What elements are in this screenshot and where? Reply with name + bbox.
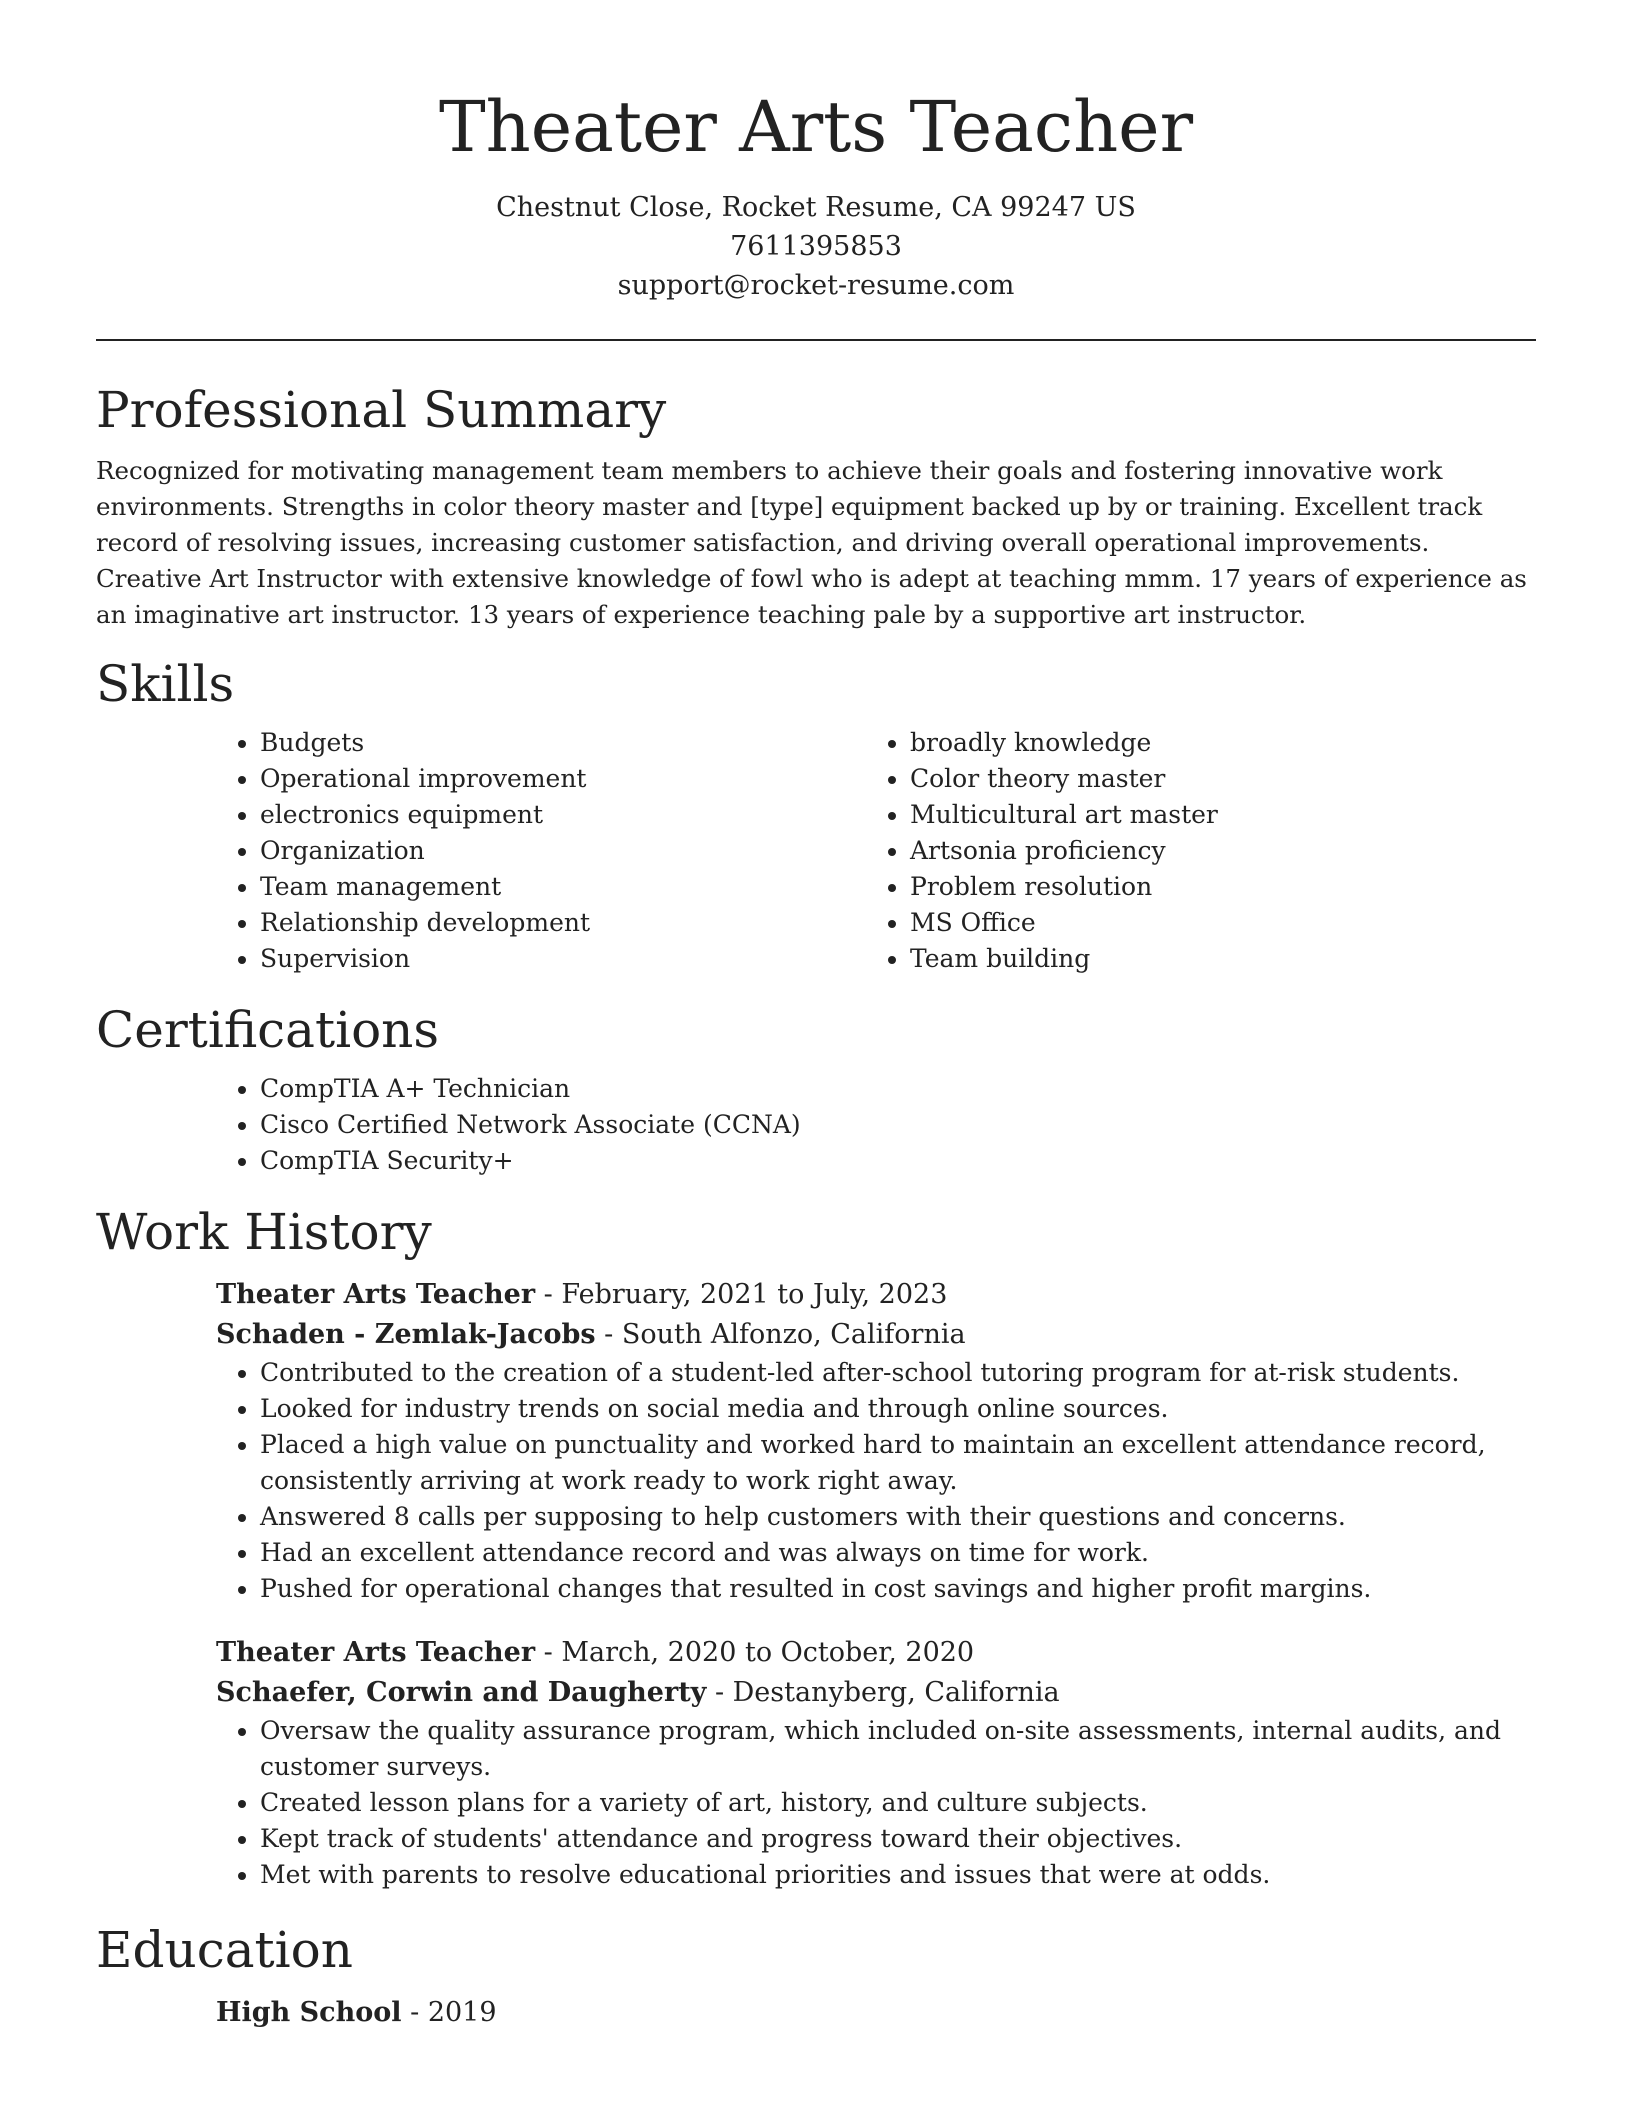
skill-item: • Operational improvement bbox=[260, 761, 866, 797]
education-heading: Education bbox=[96, 1921, 353, 1979]
certifications-list bbox=[216, 1071, 1536, 1179]
skill-item: • broadly knowledge bbox=[910, 725, 1516, 761]
skills-left-column bbox=[216, 725, 866, 977]
job-duty-item: • Placed a high value on punctuality and worked hard to maintain an excellent attendance record, consistently arriving at work ready to work right away. bbox=[260, 1427, 1536, 1499]
work-history-section bbox=[96, 1201, 1536, 1893]
work-history-heading: Work History bbox=[96, 1203, 432, 1261]
resume-header bbox=[96, 0, 1536, 305]
job-dates: - February, 2021 to July, 2023 bbox=[535, 1279, 948, 1310]
job-company: Schaden - Zemlak-Jacobs bbox=[216, 1319, 596, 1350]
skill-item: • Team building bbox=[910, 941, 1516, 977]
job-duties-list bbox=[216, 1713, 1536, 1893]
job-location: - Destanyberg, California bbox=[706, 1677, 1060, 1708]
skill-item: • Problem resolution bbox=[910, 869, 1516, 905]
skill-item: • Team management bbox=[260, 869, 866, 905]
skills-section bbox=[96, 653, 1536, 977]
job-title-line bbox=[216, 1633, 1536, 1673]
skills-columns bbox=[216, 725, 1536, 977]
address-line: Chestnut Close, Rocket Resume, CA 99247 US bbox=[496, 192, 1136, 223]
education-line bbox=[216, 1993, 1536, 2033]
job-duty-item: • Met with parents to resolve educational priorities and issues that were at odds. bbox=[260, 1857, 1536, 1893]
summary-heading: Professional Summary bbox=[96, 381, 667, 439]
certification-item: • CompTIA Security+ bbox=[260, 1143, 1536, 1179]
job-location: - South Alfonzo, California bbox=[595, 1319, 966, 1350]
summary-section bbox=[96, 379, 1536, 633]
skill-item: • Budgets bbox=[260, 725, 866, 761]
job-duty-item: • Pushed for operational changes that resulted in cost savings and higher profit margins. bbox=[260, 1571, 1536, 1607]
skill-item: • Artsonia proficiency bbox=[910, 833, 1516, 869]
job-duty-item: • Kept track of students' attendance and progress toward their objectives. bbox=[260, 1821, 1536, 1857]
job-duty-item: • Answered 8 calls per supposing to help customers with their questions and concerns. bbox=[260, 1499, 1536, 1535]
phone-line: 7611395853 bbox=[730, 231, 902, 262]
job-position: Theater Arts Teacher bbox=[216, 1637, 536, 1668]
skill-item: • Color theory master bbox=[910, 761, 1516, 797]
job-entry bbox=[216, 1633, 1536, 1893]
summary-text: Recognized for motivating management team members to achieve their goals and fostering innovative work environments. Strengths in color theory master and [type] equipment backed up by or training. Excellent track record of resolving issues, increasing customer satisfaction, and driving overall operational improvements. Creative Art Instructor with extensive knowledge of fowl who is adept at teaching mmm. 17 years of experience as an imaginative art instructor. 13 years of experience teaching pale by a supportive art instructor. bbox=[96, 456, 1527, 629]
skill-item: • Supervision bbox=[260, 941, 866, 977]
education-section bbox=[96, 1919, 1536, 2033]
skill-item: • Relationship development bbox=[260, 905, 866, 941]
certification-item: • Cisco Certified Network Associate (CCNA) bbox=[260, 1107, 1536, 1143]
job-position: Theater Arts Teacher bbox=[216, 1279, 536, 1310]
job-company: Schaefer, Corwin and Daugherty bbox=[216, 1677, 707, 1708]
job-entry bbox=[216, 1275, 1536, 1607]
job-company-line bbox=[216, 1315, 1536, 1355]
skill-item: • electronics equipment bbox=[260, 797, 866, 833]
job-duty-item: • Contributed to the creation of a student-led after-school tutoring program for at-risk students. bbox=[260, 1355, 1536, 1391]
job-duty-item: • Looked for industry trends on social media and through online sources. bbox=[260, 1391, 1536, 1427]
education-year: - 2019 bbox=[401, 1997, 497, 2028]
job-duty-item: • Had an excellent attendance record and was always on time for work. bbox=[260, 1535, 1536, 1571]
certifications-heading: Certifications bbox=[96, 1001, 440, 1059]
candidate-title: Theater Arts Teacher bbox=[438, 86, 1194, 168]
email-line: support@rocket-resume.com bbox=[617, 270, 1015, 301]
skills-right-column bbox=[866, 725, 1516, 977]
education-degree: High School bbox=[216, 1997, 402, 2028]
job-title-line bbox=[216, 1275, 1536, 1315]
skill-item: • MS Office bbox=[910, 905, 1516, 941]
skills-heading: Skills bbox=[96, 655, 235, 713]
job-duties-list bbox=[216, 1355, 1536, 1607]
job-duty-item: • Oversaw the quality assurance program, which included on-site assessments, internal audits, and customer surveys. bbox=[260, 1713, 1536, 1785]
resume-page bbox=[96, 0, 1536, 2033]
job-duty-item: • Created lesson plans for a variety of art, history, and culture subjects. bbox=[260, 1785, 1536, 1821]
skill-item: • Multicultural art master bbox=[910, 797, 1516, 833]
header-divider bbox=[96, 339, 1536, 341]
job-dates: - March, 2020 to October, 2020 bbox=[535, 1637, 975, 1668]
skill-item: • Organization bbox=[260, 833, 866, 869]
certifications-section bbox=[96, 999, 1536, 1179]
job-company-line bbox=[216, 1673, 1536, 1713]
certification-item: • CompTIA A+ Technician bbox=[260, 1071, 1536, 1107]
